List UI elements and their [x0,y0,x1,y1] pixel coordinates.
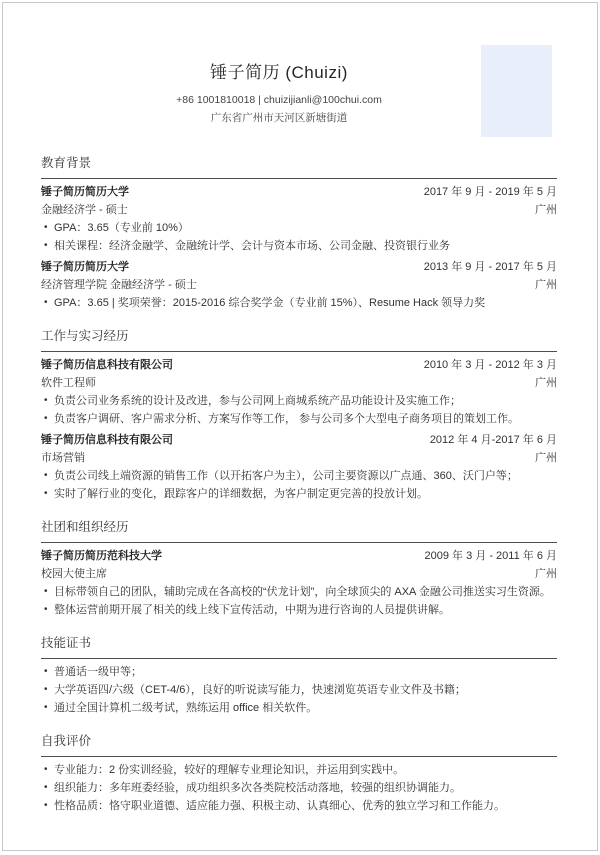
job-title: 软件工程师 [41,377,96,389]
resume-header [41,53,557,125]
role-title: 校园大使主席 [41,568,107,580]
bullet-item: • GPA：3.65（专业前 10%） [41,219,557,237]
entry-title-row [41,356,557,374]
bullet-list [41,467,557,503]
degree: 经济管理学院 金融经济学 - 硕士 [41,279,197,291]
school-name: 锤子简历简历大学 [41,261,129,273]
entry-subtitle-row [41,449,557,467]
entry-subtitle-row [41,565,557,583]
education-entry [41,258,557,312]
address-line: 广东省广州市天河区新塘街道 [210,112,348,124]
section-heading: 工作与实习经历 [41,328,557,352]
section-work [41,328,557,503]
bullet-list [41,663,557,717]
section-organization [41,519,557,619]
location: 广州 [535,279,557,291]
entry-subtitle-row [41,201,557,219]
entry-title-row [41,547,557,565]
organization-entry [41,547,557,619]
photo-placeholder [481,45,552,137]
bullet-list [41,392,557,428]
work-entry [41,356,557,428]
bullet-list [41,294,557,312]
bullet-list [41,219,557,255]
bullet-item: • 实时了解行业的变化，跟踪客户的详细数据，为客户制定更完善的投放计划。 [41,485,557,503]
resume-page [2,2,598,851]
bullet-item: • 负责公司线上端资源的销售工作（以开拓客户为主），公司主要资源以广点通、360、沃门户等； [41,467,557,485]
section-heading: 社团和组织经历 [41,519,557,543]
bullet-item: • 普通话一级甲等； [41,663,557,681]
entry-title-row [41,258,557,276]
contact-line: +86 1001810018 | chuizijianli@100chui.com [176,94,382,106]
bullet-item: • 通过全国计算机二级考试，熟练运用 office 相关软件。 [41,699,557,717]
degree: 金融经济学 - 硕士 [41,204,128,216]
education-entry [41,183,557,255]
location: 广州 [535,452,557,464]
entry-title-row [41,431,557,449]
section-education [41,155,557,312]
section-heading: 技能证书 [41,635,557,659]
work-entry [41,431,557,503]
bullet-item: • 组织能力：多年班委经验，成功组织多次各类院校活动落地，较强的组织协调能力。 [41,779,557,797]
school-name: 锤子简历简历大学 [41,186,129,198]
company-name: 锤子简历信息科技有限公司 [41,359,173,371]
entry-subtitle-row [41,374,557,392]
entry-subtitle-row [41,276,557,294]
section-heading: 自我评价 [41,733,557,757]
bullet-item: • 目标带领自己的团队，辅助完成在各高校的“伏龙计划”，向全球顶尖的 AXA 金融公司推送实习生资源。 [41,583,557,601]
entry-title-row [41,183,557,201]
date-range: 2009 年 3 月 - 2011 年 6 月 [424,550,557,562]
bullet-item: • 专业能力：2 份实训经验，较好的理解专业理论知识，并运用到实践中。 [41,761,557,779]
bullet-item: • 性格品质：恪守职业道德、适应能力强、积极主动、认真细心、优秀的独立学习和工作能力。 [41,797,557,815]
date-range: 2017 年 9 月 - 2019 年 5 月 [423,186,557,198]
section-skills [41,635,557,717]
candidate-name: 锤子简历 (Chuizi) [210,63,348,82]
company-name: 锤子简历信息科技有限公司 [41,434,173,446]
bullet-list [41,583,557,619]
bullet-list [41,761,557,815]
organization-name: 锤子简历简历范科技大学 [41,550,162,562]
date-range: 2013 年 9 月 - 2017 年 5 月 [423,261,557,273]
section-heading: 教育背景 [41,155,557,179]
date-range: 2010 年 3 月 - 2012 年 3 月 [423,359,557,371]
bullet-item: • 负责客户调研、客户需求分析、方案写作等工作， 参与公司多个大型电子商务项目的策划工作。 [41,410,557,428]
bullet-item: • 相关课程：经济金融学、金融统计学、会计与资本市场、公司金融、投资银行业务 [41,237,557,255]
location: 广州 [535,377,557,389]
location: 广州 [535,204,557,216]
job-title: 市场营销 [41,452,85,464]
date-range: 2012 年 4 月-2017 年 6 月 [429,434,557,446]
section-self-evaluation [41,733,557,815]
bullet-item: • GPA：3.65 | 奖项荣誉：2015-2016 综合奖学金（专业前 15%）、Resume Hack 领导力奖 [41,294,557,312]
location: 广州 [535,568,557,580]
bullet-item: • 大学英语四/六级（CET-4/6），良好的听说读写能力，快速浏览英语专业文件及书籍； [41,681,557,699]
bullet-item: • 整体运营前期开展了相关的线上线下宣传活动，中期为进行咨询的人员提供讲解。 [41,601,557,619]
header-text [41,53,557,125]
bullet-item: • 负责公司业务系统的设计及改进，参与公司网上商城系统产品功能设计及实施工作； [41,392,557,410]
